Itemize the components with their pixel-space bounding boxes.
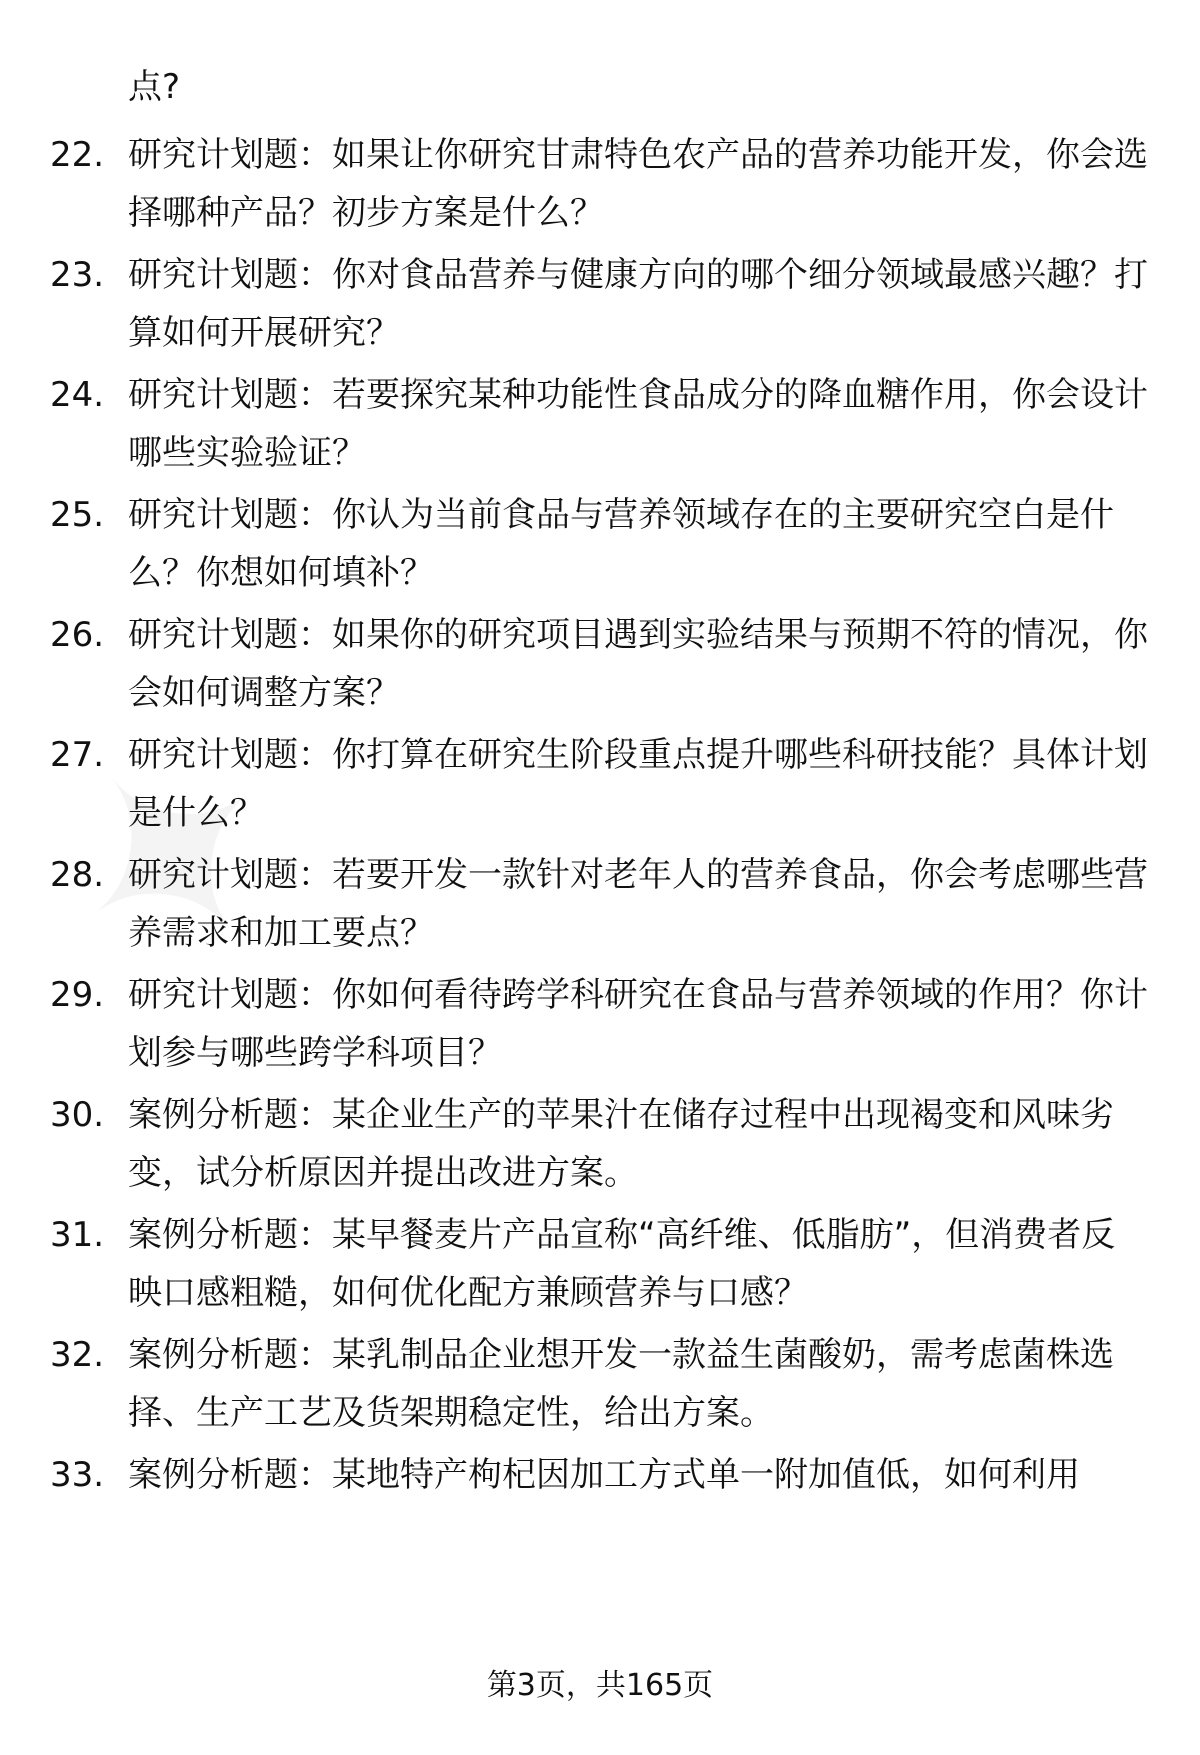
question-number: 32.	[50, 1335, 105, 1375]
question-text: 案例分析题：某企业生产的苹果汁在储存过程中出现褐变和风味劣变，试分析原因并提出改进方案。	[128, 1095, 1114, 1193]
question-text: 研究计划题：如果让你研究甘肃特色农产品的营养功能开发，你会选择哪种产品？初步方案是什么？	[128, 135, 1148, 233]
question-number: 25.	[50, 495, 105, 535]
question-text: 案例分析题：某乳制品企业想开发一款益生菌酸奶，需考虑菌株选择、生产工艺及货架期稳定性，给出方案。	[128, 1335, 1114, 1433]
question-text: 案例分析题：某地特产枸杞因加工方式单一附加值低，如何利用	[128, 1455, 1080, 1495]
continuation-text: 点?	[128, 67, 181, 107]
question-number: 30.	[50, 1095, 105, 1135]
question-text: 研究计划题：如果你的研究项目遇到实验结果与预期不符的情况，你会如何调整方案？	[128, 615, 1148, 713]
question-text: 研究计划题：你对食品营养与健康方向的哪个细分领域最感兴趣？打算如何开展研究？	[128, 255, 1148, 353]
question-number: 24.	[50, 375, 105, 415]
page-footer: 第3页，共165页	[486, 1668, 714, 1703]
question-number: 27.	[50, 735, 105, 775]
question-number: 31.	[50, 1215, 105, 1255]
question-number: 26.	[50, 615, 105, 655]
question-text: 研究计划题：你打算在研究生阶段重点提升哪些科研技能？具体计划是什么？	[128, 735, 1148, 833]
question-text: 案例分析题：某早餐麦片产品宣称“高纤维、低脂肪”，但消费者反映口感粗糙，如何优化配方兼顾营养与口感？	[128, 1215, 1116, 1313]
question-text: 研究计划题：你认为当前食品与营养领域存在的主要研究空白是什么？你想如何填补？	[128, 495, 1114, 593]
question-number: 23.	[50, 255, 105, 295]
question-number: 29.	[50, 975, 105, 1015]
question-number: 22.	[50, 135, 105, 175]
question-text: 研究计划题：若要探究某种功能性食品成分的降血糖作用，你会设计哪些实验验证？	[128, 375, 1148, 473]
question-number: 33.	[50, 1455, 105, 1495]
question-text: 研究计划题：你如何看待跨学科研究在食品与营养领域的作用？你计划参与哪些跨学科项目？	[128, 975, 1148, 1073]
question-number: 28.	[50, 855, 105, 895]
question-text: 研究计划题：若要开发一款针对老年人的营养食品，你会考虑哪些营养需求和加工要点？	[128, 855, 1148, 953]
